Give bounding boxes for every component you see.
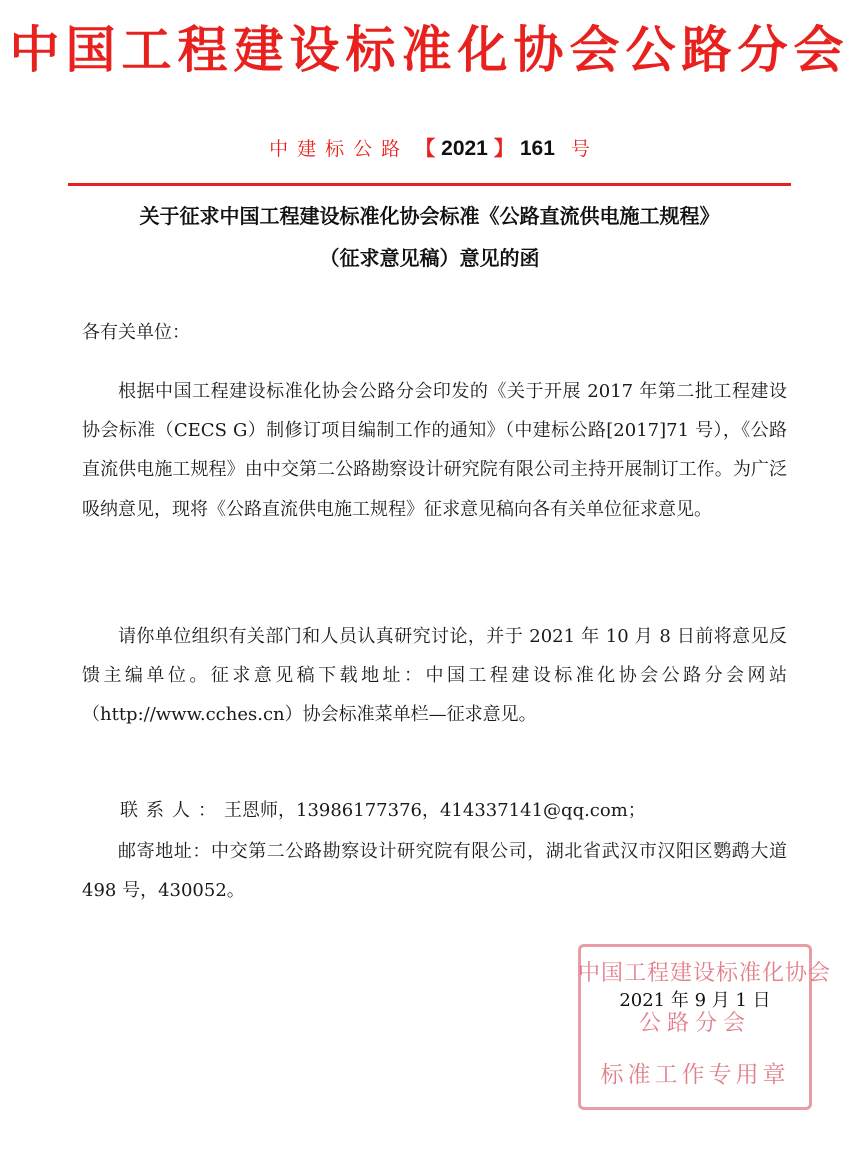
doc-number-bracket-open: 【	[415, 136, 436, 160]
contact-line	[120, 796, 646, 822]
body-paragraph-1: 根据中国工程建设标准化协会公路分会印发的《关于开展 2017 年第二批工程建设协会标准（CECS G）制修订项目编制工作的通知》（中建标公路[2017]71 号），《公路直流供电施工规程》由中交第二公路勘察设计研究院有限公司主持开展制订工作。为广泛吸纳意见，现将《公路直流供电施工规程》征求意见稿向各有关单位征求意见。	[82, 381, 787, 520]
doc-number-bracket-close: 】	[493, 136, 514, 160]
stamp-text-org: 中国工程建设标准化协会	[578, 961, 832, 986]
contact-value: 王恩师，13986177376，414337141@qq.com；	[224, 800, 646, 821]
mailing-address: 邮寄地址：中交第二公路勘察设计研究院有限公司，湖北省武汉市汉阳区鹦鹉大道 498 号，430052。	[82, 841, 787, 902]
doc-number-prefix: 中建标公路	[269, 138, 410, 160]
doc-number-value: 161	[519, 137, 555, 160]
document-title-line-1: 关于征求中国工程建设标准化协会标准《公路直流供电施工规程》	[139, 204, 720, 228]
issue-date: 2021 年 9 月 1 日	[619, 990, 771, 1011]
salutation: 各有关单位：	[82, 322, 190, 343]
document-title-line-2: （征求意见稿）意见的函	[319, 246, 540, 270]
document-number	[0, 132, 859, 161]
doc-number-year: 2021	[441, 137, 488, 160]
body-paragraph-2: 请你单位组织有关部门和人员认真研究讨论，并于 2021 年 10 月 8 日前将意见反馈主编单位。征求意见稿下载地址：中国工程建设标准化协会公路分会网站（http://www.cches.cn）协会标准菜单栏—征求意见。	[82, 626, 787, 726]
stamp-text-purpose: 标准工作专用章	[600, 1062, 790, 1088]
contact-label: 联系人：	[120, 800, 224, 821]
doc-number-suffix: 号	[570, 138, 590, 160]
red-divider-line	[68, 183, 791, 186]
letterhead-org-name: 中国工程建设标准化协会公路分会	[9, 20, 850, 79]
stamp-text-branch: 公路分会	[638, 1011, 751, 1036]
official-seal-stamp	[578, 944, 832, 1112]
